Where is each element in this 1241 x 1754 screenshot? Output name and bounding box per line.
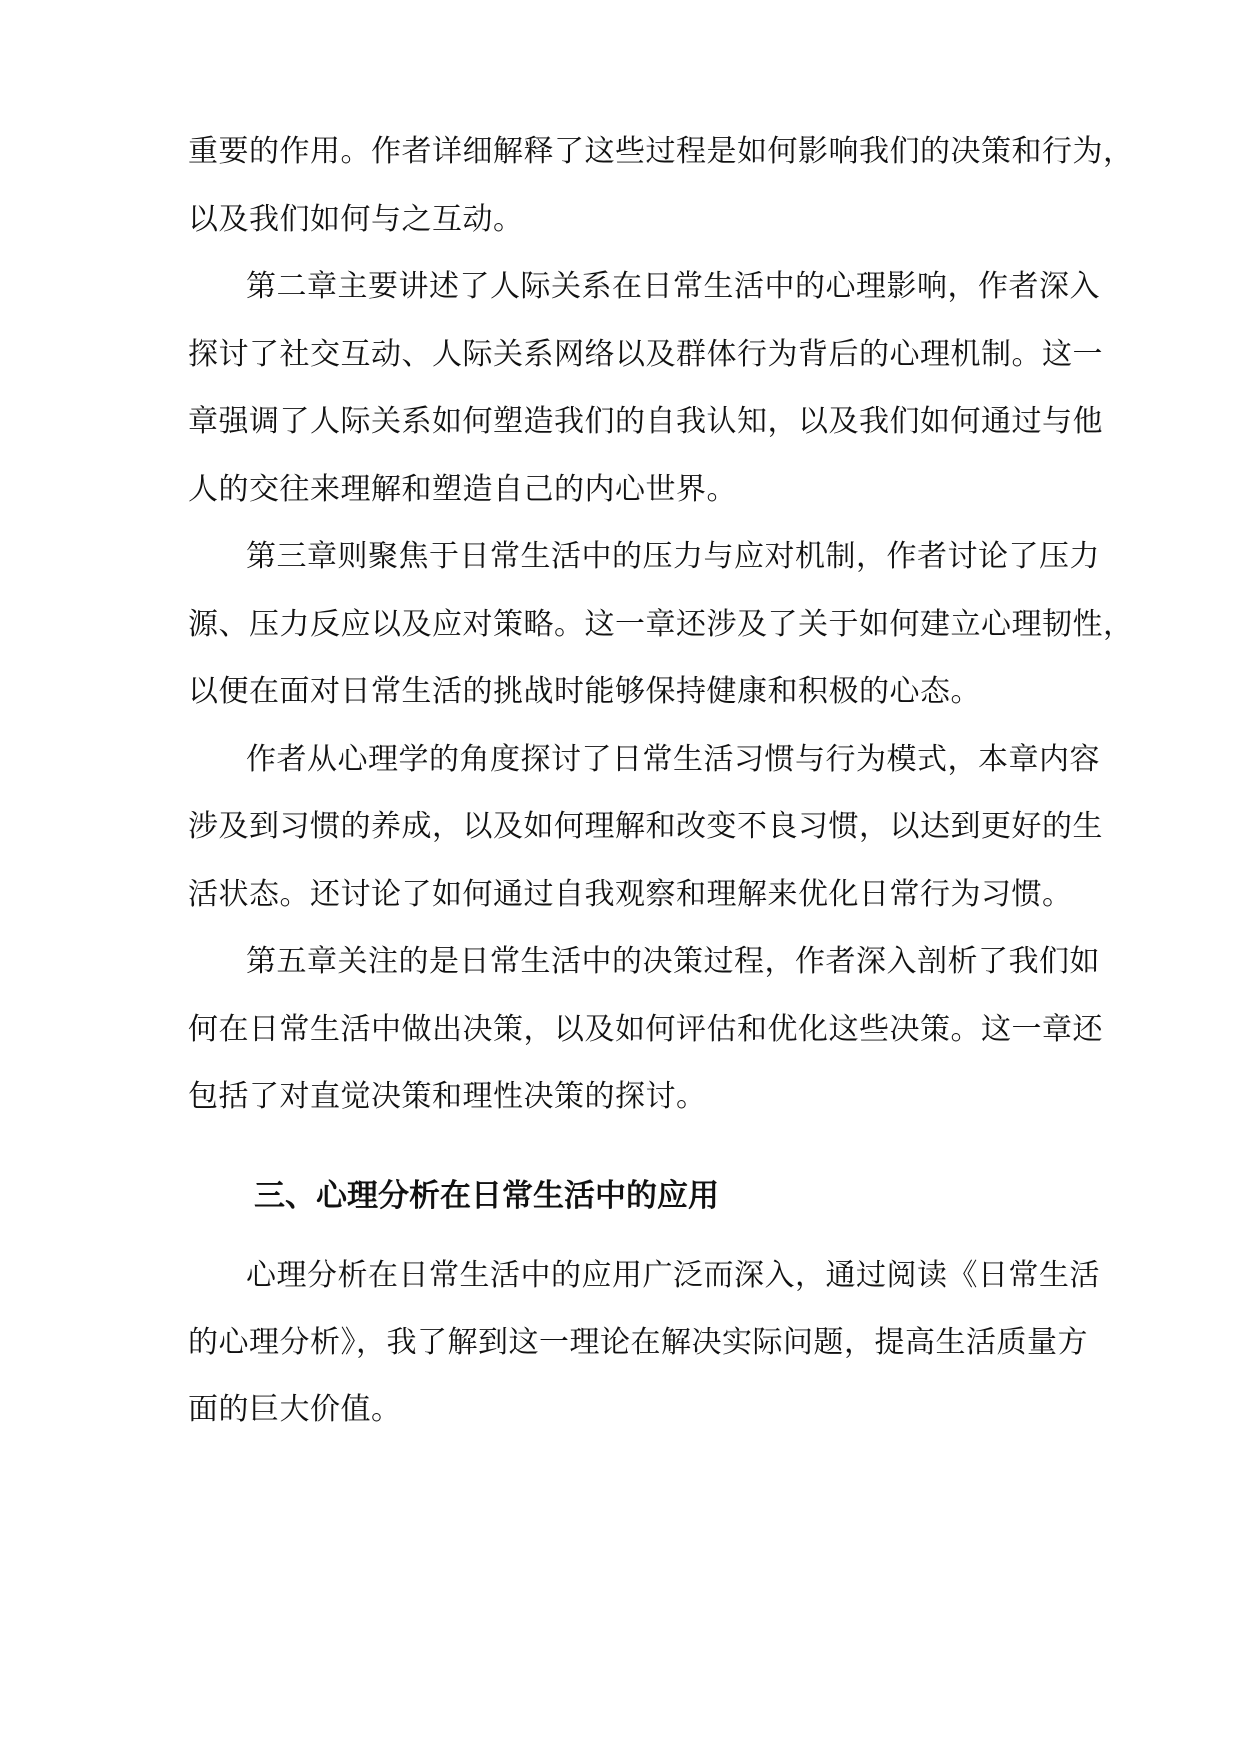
- paragraph-line: 作者从心理学的角度探讨了日常生活习惯与行为模式，本章内容: [246, 742, 1100, 777]
- paragraph-line: 第三章则聚焦于日常生活中的压力与应对机制，作者讨论了压力: [246, 539, 1100, 574]
- paragraph-line: 涉及到习惯的养成，以及如何理解和改变不良习惯，以达到更好的生: [188, 809, 1103, 844]
- paragraph-line: 第五章关注的是日常生活中的决策过程，作者深入剖析了我们如: [246, 944, 1100, 979]
- paragraph-line: 何在日常生活中做出决策，以及如何评估和优化这些决策。这一章还: [188, 1012, 1103, 1047]
- paragraph-line: 面的巨大价值。: [188, 1392, 402, 1427]
- paragraph-line: 源、压力反应以及应对策略。这一章还涉及了关于如何建立心理韧性，: [188, 607, 1134, 642]
- paragraph-line: 重要的作用。作者详细解释了这些过程是如何影响我们的决策和行为，: [188, 134, 1134, 169]
- paragraph-line: 探讨了社交互动、人际关系网络以及群体行为背后的心理机制。这一: [188, 337, 1103, 372]
- paragraph-line: 章强调了人际关系如何塑造我们的自我认知，以及我们如何通过与他: [188, 404, 1103, 439]
- paragraph-line: 心理分析在日常生活中的应用广泛而深入，通过阅读《日常生活: [246, 1258, 1100, 1293]
- paragraph-line: 包括了对直觉决策和理性决策的探讨。: [188, 1079, 707, 1114]
- paragraph-line: 以及我们如何与之互动。: [188, 202, 524, 237]
- section-heading: 三、心理分析在日常生活中的应用: [254, 1178, 719, 1214]
- paragraph-line: 的心理分析》，我了解到这一理论在解决实际问题，提高生活质量方: [188, 1325, 1088, 1360]
- paragraph-line: 以便在面对日常生活的挑战时能够保持健康和积极的心态。: [188, 674, 981, 709]
- paragraph-line: 活状态。还讨论了如何通过自我观察和理解来优化日常行为习惯。: [188, 877, 1073, 912]
- paragraph-line: 第二章主要讲述了人际关系在日常生活中的心理影响，作者深入: [246, 269, 1100, 304]
- paragraph-line: 人的交往来理解和塑造自己的内心世界。: [188, 472, 737, 507]
